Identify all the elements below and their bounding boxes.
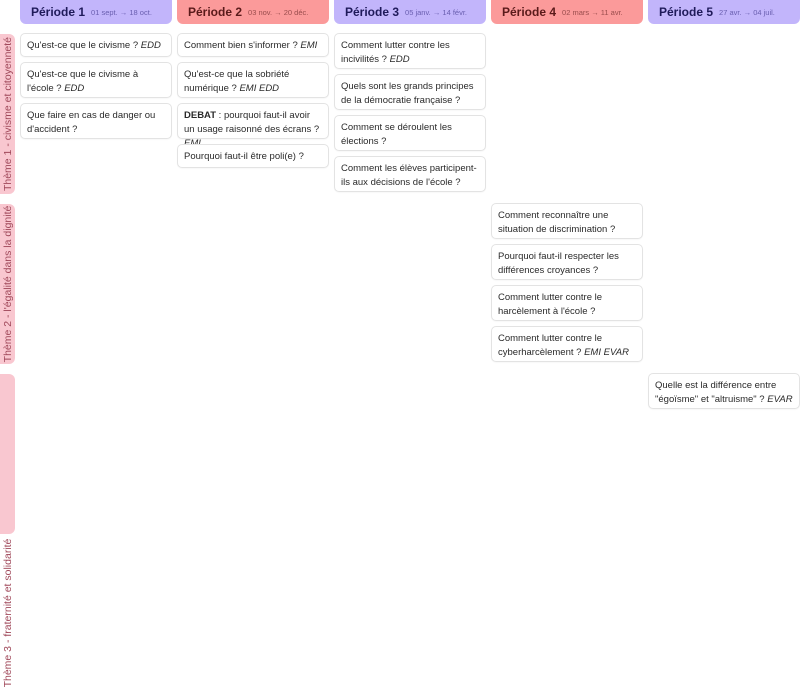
topic-card[interactable]: [177, 62, 329, 98]
period-header-2[interactable]: [177, 0, 329, 24]
period-header-4[interactable]: [491, 0, 643, 24]
topic-text: Pourquoi faut-il être poli(e) ?: [184, 151, 304, 162]
theme-label-1[interactable]: [0, 34, 15, 194]
topic-text: Quelle est la différence entre "égoïsme" et "altruisme" ?: [655, 380, 777, 405]
topic-card[interactable]: [20, 103, 172, 139]
topic-card[interactable]: [491, 203, 643, 239]
period-header-1[interactable]: [20, 0, 172, 24]
topic-card[interactable]: [177, 144, 329, 168]
topic-text: Pourquoi faut-il respecter les différences croyances ?: [498, 251, 619, 276]
topic-tags: EMI: [300, 40, 318, 51]
period-dates: 05 janv. → 14 févr.: [405, 7, 468, 17]
topic-tags: EDD: [64, 83, 85, 94]
period-title: Période 3: [345, 5, 400, 19]
topic-tags: EMI EVAR: [584, 347, 629, 358]
period-header-3[interactable]: [334, 0, 486, 24]
topic-text: Qu'est-ce que la sobriété numérique ?: [184, 69, 290, 94]
topic-card[interactable]: [177, 33, 329, 57]
period-title: Période 2: [188, 5, 243, 19]
period-title: Période 4: [502, 5, 557, 19]
topic-card[interactable]: [491, 326, 643, 362]
topic-card[interactable]: [177, 103, 329, 139]
topic-text: Comment bien s'informer ?: [184, 40, 298, 51]
topic-text: Comment reconnaître une situation de discrimination ?: [498, 210, 616, 235]
topic-card[interactable]: [648, 373, 800, 409]
topic-tags: EDD: [389, 54, 410, 65]
period-dates: 02 mars → 11 avr.: [562, 7, 623, 17]
period-dates: 03 nov. → 20 déc.: [248, 7, 309, 17]
topic-text: Comment lutter contre les incivilités ?: [341, 40, 450, 65]
period-dates: 27 avr. → 04 juil.: [719, 7, 775, 17]
topic-card[interactable]: [491, 285, 643, 321]
period-title: Période 1: [31, 5, 86, 19]
period-header-5[interactable]: [648, 0, 800, 24]
topic-text: Que faire en cas de danger ou d'accident ?: [27, 110, 156, 135]
debat-label: DEBAT: [184, 110, 217, 121]
topic-card[interactable]: [334, 156, 486, 192]
topic-card[interactable]: [20, 62, 172, 98]
topic-card[interactable]: [334, 33, 486, 69]
topic-text: Comment lutter contre le harcèlement à l'école ?: [498, 292, 603, 317]
topic-card[interactable]: [334, 74, 486, 110]
topic-text: Comment les élèves participent-ils aux décisions de l'école ?: [341, 163, 477, 188]
theme-label-2[interactable]: [0, 204, 15, 364]
topic-tags: EDD: [140, 40, 161, 51]
theme-title: Thème 1 - civisme et citoyenneté: [1, 36, 14, 192]
topic-card[interactable]: [20, 33, 172, 57]
theme-label-3[interactable]: [0, 374, 15, 687]
topic-text: : pourquoi faut-il avoir un usage raisonné des écrans ?: [184, 110, 320, 135]
topic-text: Qu'est-ce que le civisme à l'école ?: [27, 69, 139, 94]
topic-tags: EVAR: [767, 394, 793, 405]
theme-title: Thème 3 - fraternité et solidarité: [1, 538, 14, 687]
theme-title: Thème 2 - l'égalité dans la dignité: [1, 205, 14, 363]
topic-card[interactable]: [491, 244, 643, 280]
period-title: Période 5: [659, 5, 714, 19]
topic-text: Quels sont les grands principes de la démocratie française ?: [341, 81, 474, 106]
period-dates: 01 sept. → 18 oct.: [91, 7, 152, 17]
topic-text: Comment lutter contre le cyberharcèlement ?: [498, 333, 603, 358]
topic-card[interactable]: [334, 115, 486, 151]
topic-tags: EMI EDD: [239, 83, 280, 94]
topic-text: Comment se déroulent les élections ?: [341, 122, 452, 147]
topic-text: Qu'est-ce que le civisme ?: [27, 40, 139, 51]
